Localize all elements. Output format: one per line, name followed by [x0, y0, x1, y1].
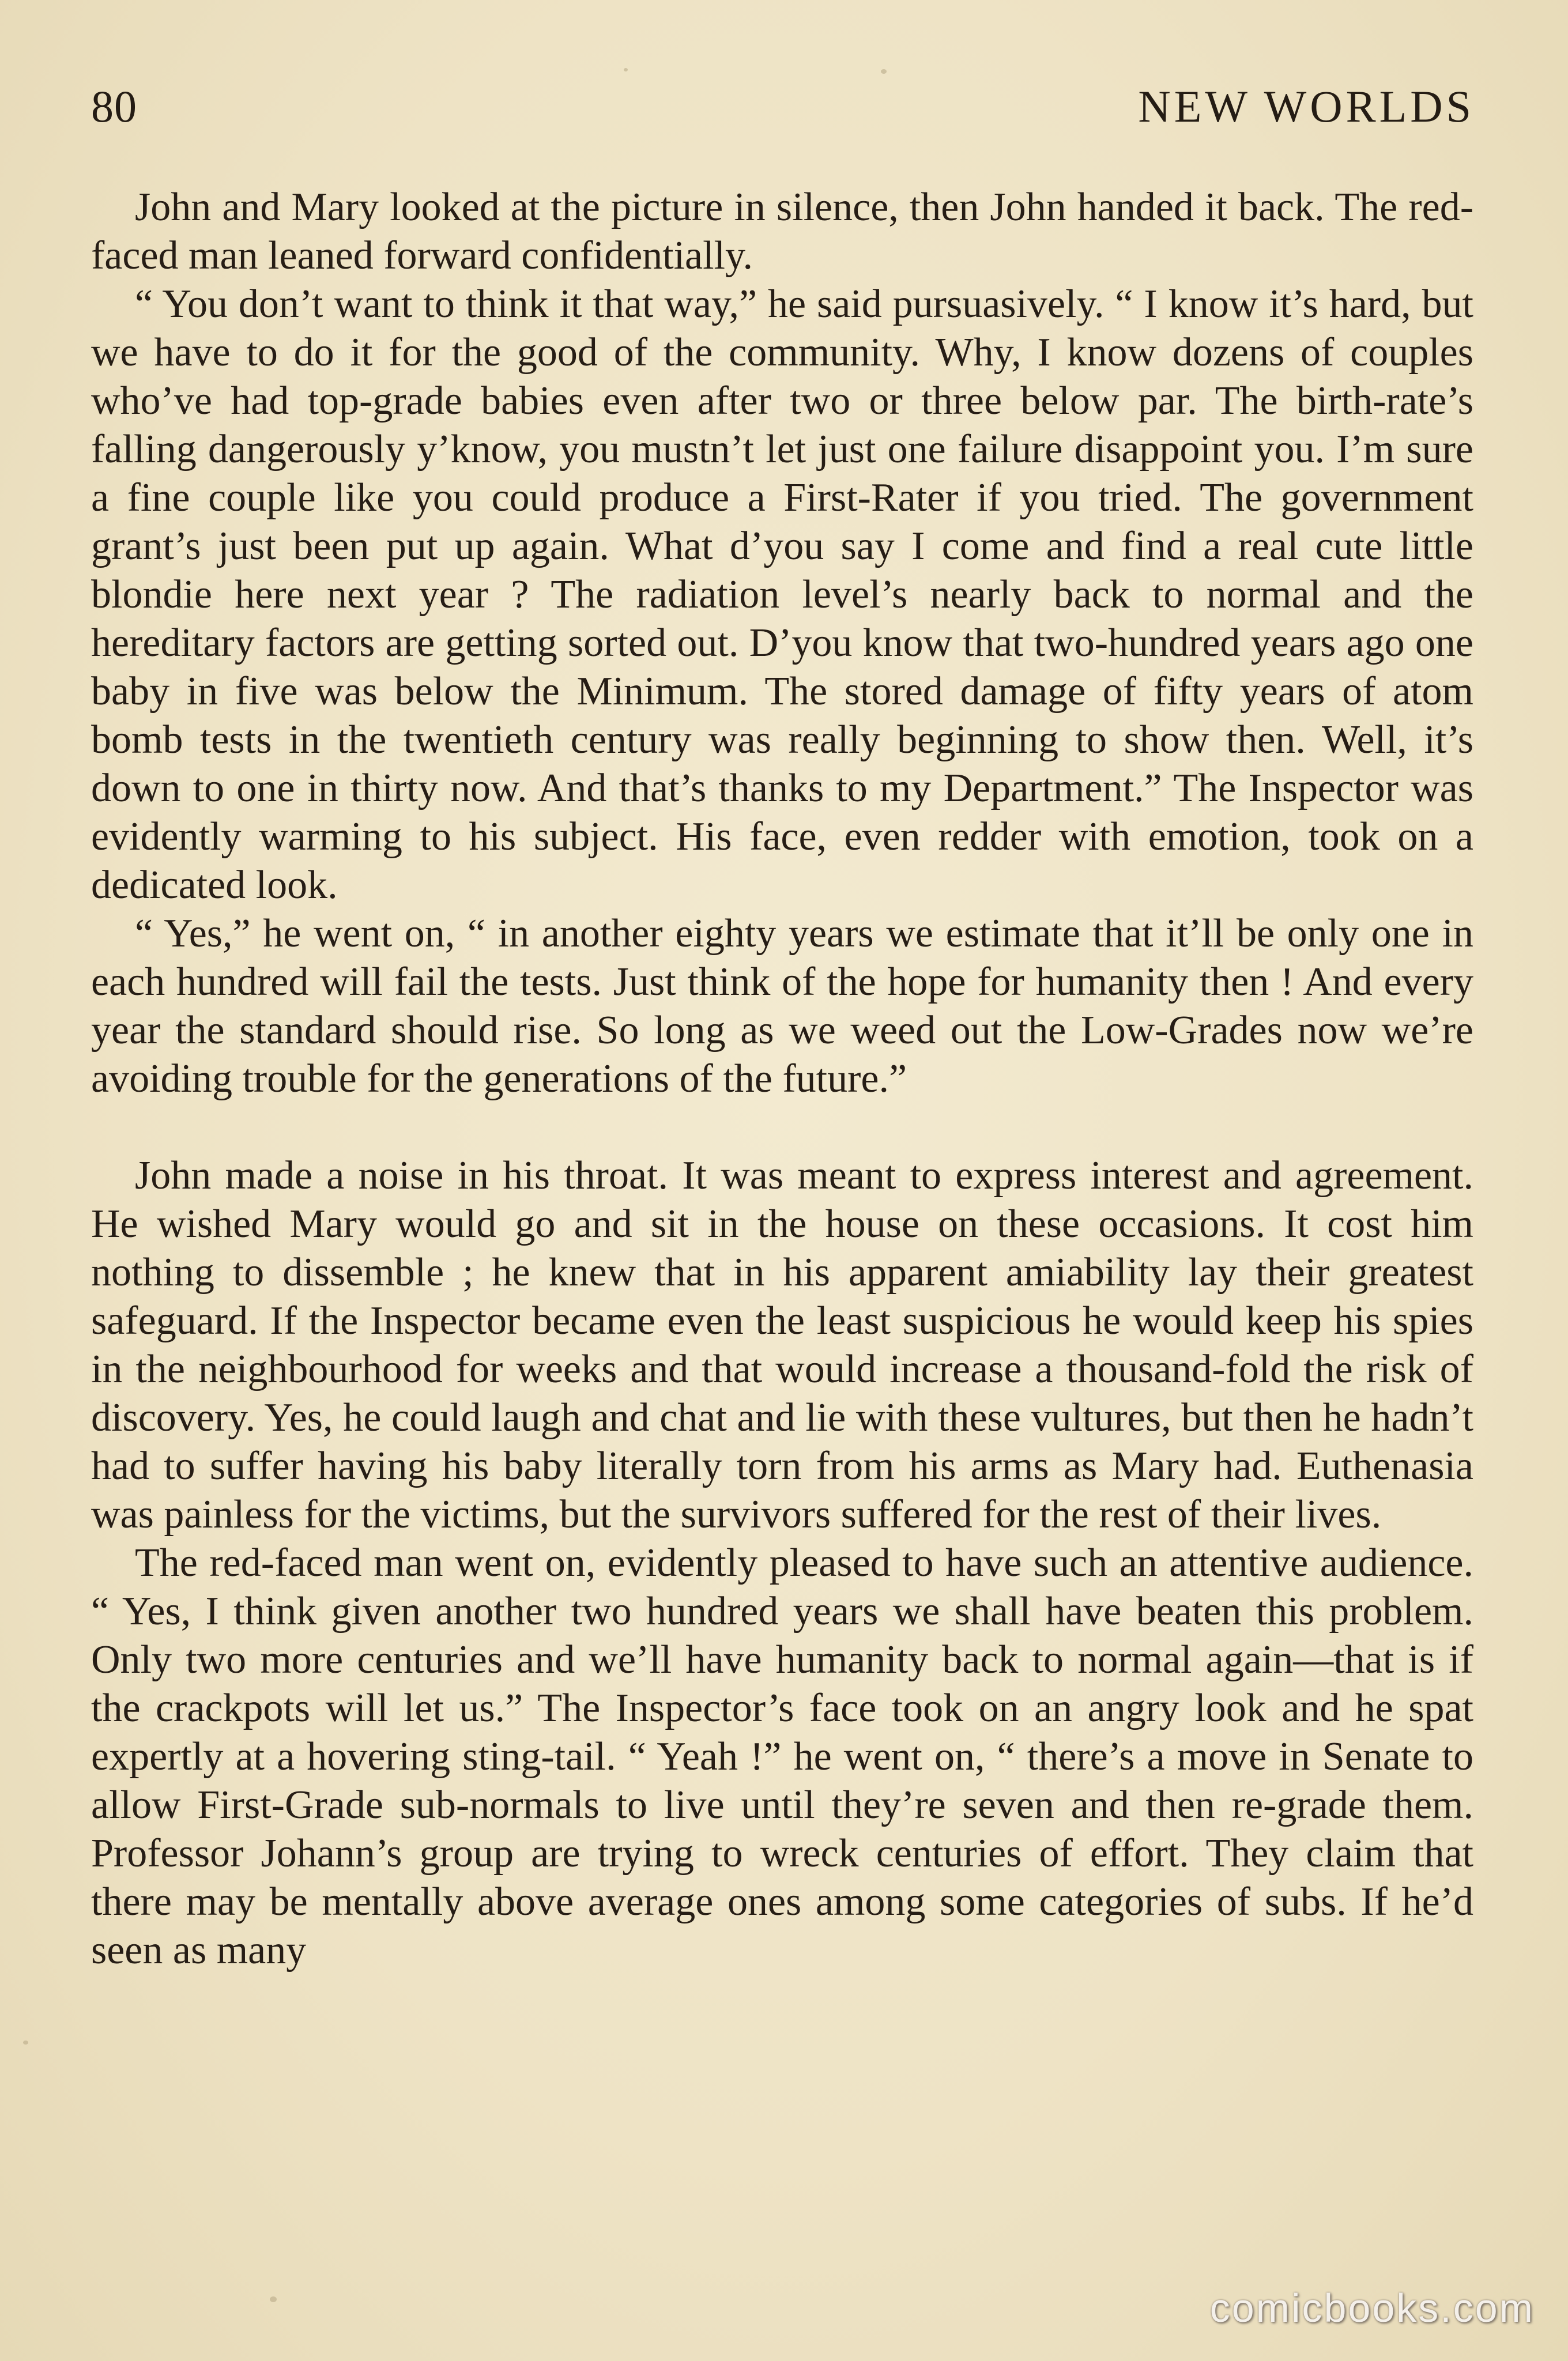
paragraph: John made a noise in his throat. It was meant to express interest and agreement. He wished Mary would go and sit in the house on these occasions. It cost him nothing to dissemble ; he knew that in his apparent amiability lay their greatest safeguard. If the Inspector became even the least suspicious he would keep his spies in the neighbourhood for weeks and that would increase a thousand-fold the risk of discovery. Yes, he could laugh and chat and lie with these vultures, but then he hadn’t had to suffer having his baby literally torn from his arms as Mary had. Euthenasia was painless for the victims, but the survivors suffered for the rest of their lives. [91, 1153, 1473, 1537]
page-number: 80 [91, 81, 137, 131]
paper-speck [23, 2041, 28, 2045]
paper-speck [624, 68, 628, 71]
page-header [91, 81, 1475, 138]
paper-speck [270, 2296, 277, 2302]
paper-speck [881, 69, 887, 74]
body-text [91, 183, 1473, 1975]
paragraph: John and Mary looked at the picture in silence, then John handed it back. The red-faced man leaned forward confidentially. [91, 185, 1473, 278]
watermark: comicbooks.com [1209, 2285, 1535, 2330]
paragraph: The red-faced man went on, evidently pleased to have such an attentive audience. “ Yes, I think given another two hundred years we shall have beaten this problem. Only two more centuries and we’ll have humanity back to normal again—that is if the crackpots will let us.” The Inspector’s face took on an angry look and he spat expertly at a hovering sting-tail. “ Yeah !” he went on, “ there’s a move in Senate to allow First-Grade sub-normals to live until they’re seven and then re-grade them. Professor Johann’s group are trying to wreck centuries of effort. They claim that there may be mentally above average ones among some categories of subs. If he’d seen as many [91, 1541, 1473, 1972]
running-head: NEW WORLDS [1138, 81, 1475, 131]
paragraph: “ Yes,” he went on, “ in another eighty years we estimate that it’ll be only one in each hundred will fail the tests. Just think of the hope for humanity then ! And every year the standard should rise. So long as we weed out the Low-Grades now we’re avoiding trouble for the generations of the future.” [91, 911, 1473, 1101]
paragraph: “ You don’t want to think it that way,” he said pursuasively. “ I know it’s hard, but we have to do it for the good of the community. Why, I know dozens of couples who’ve had top-grade babies even after two or three below par. The birth-rate’s falling dangerously y’know, you mustn’t let just one failure disappoint you. I’m sure a fine couple like you could produce a First-Rater if you tried. The government grant’s just been put up again. What d’you say I come and find a real cute little blondie here next year ? The radiation level’s nearly back to normal and the hereditary factors are getting sorted out. D’you know that two-hundred years ago one baby in five was below the Minimum. The stored damage of fifty years of atom bomb tests in the twentieth century was really beginning to show then. Well, it’s down to one in thirty now. And that’s thanks to my Department.” The Inspector was evidently warming to his subject. His face, even redder with emotion, took on a dedicated look. [91, 282, 1473, 907]
